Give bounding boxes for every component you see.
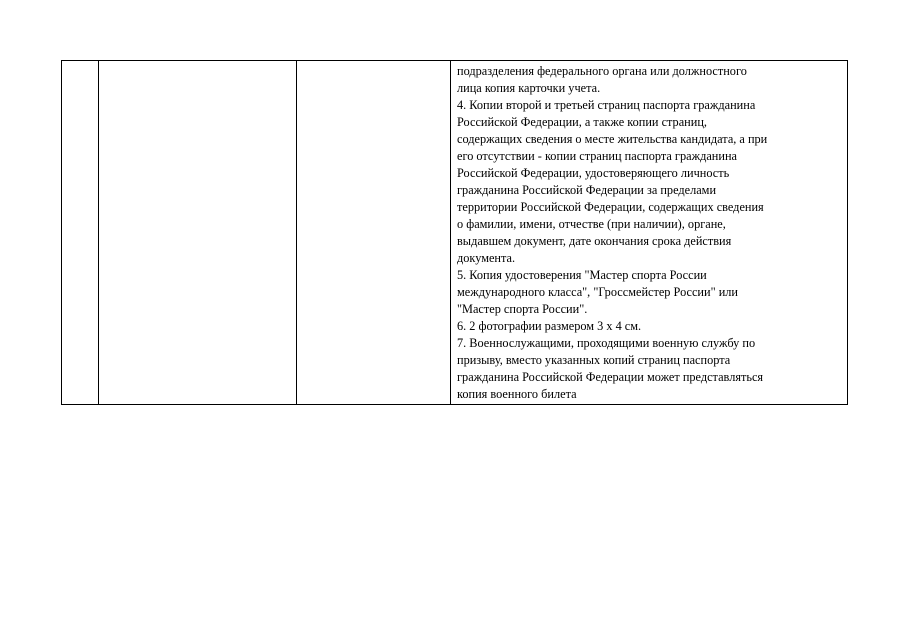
number-cell [62, 61, 99, 405]
text-line: копия военного билета [457, 387, 577, 401]
requirements-cell [451, 61, 848, 405]
table-row [62, 61, 848, 405]
text-line: подразделения федерального органа или должностного [457, 64, 747, 78]
name-cell [99, 61, 297, 405]
text-line: выдавшем документ, дате окончания срока действия [457, 234, 732, 248]
text-line: "Мастер спорта России". [457, 302, 588, 316]
text-line: 4. Копии второй и третьей страниц паспорта гражданина [457, 98, 756, 112]
basis-cell [297, 61, 451, 405]
text-line: содержащих сведения о месте жительства кандидата, а при [457, 132, 768, 146]
text-line: территории Российской Федерации, содержащих сведения [457, 200, 764, 214]
text-line: Российской Федерации, удостоверяющего личность [457, 166, 730, 180]
requirements-text [451, 61, 847, 404]
text-line: призыву, вместо указанных копий страниц паспорта [457, 353, 731, 367]
text-line: лица копия карточки учета. [457, 81, 601, 95]
document-table [61, 60, 848, 405]
text-line: его отсутствии - копии страниц паспорта гражданина [457, 149, 737, 163]
text-line: Российской Федерации, а также копии страниц, [457, 115, 707, 129]
text-line: гражданина Российской Федерации за пределами [457, 183, 717, 197]
text-line: международного класса", "Гроссмейстер России" или [457, 285, 738, 299]
text-line: 6. 2 фотографии размером 3 х 4 см. [457, 319, 642, 333]
text-line: гражданина Российской Федерации может представляться [457, 370, 764, 384]
text-line: 5. Копия удостоверения "Мастер спорта России [457, 268, 707, 282]
text-line: 7. Военнослужащими, проходящими военную службу по [457, 336, 756, 350]
text-line: документа. [457, 251, 516, 265]
text-line: о фамилии, имени, отчестве (при наличии), органе, [457, 217, 726, 231]
